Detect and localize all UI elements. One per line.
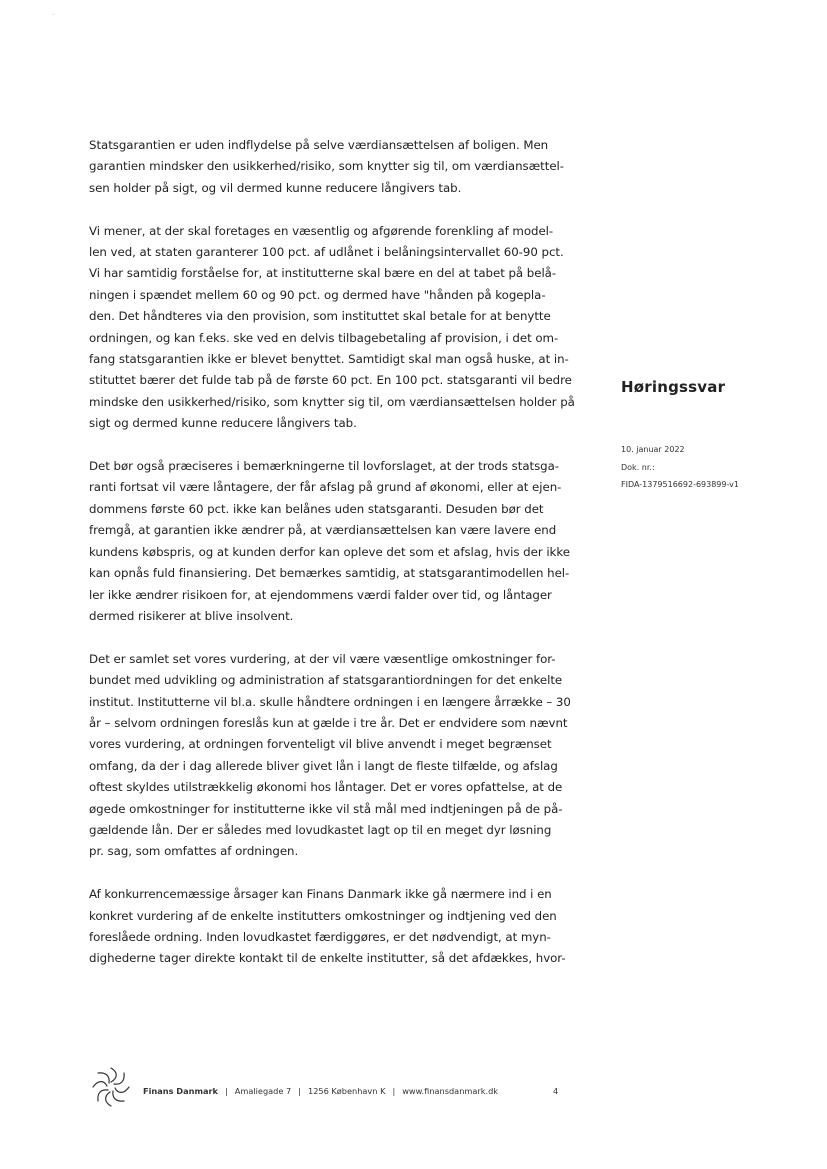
- text-line: ordningen, og kan f.eks. ske ved en delvis tilbagebetaling af provision, i det om-: [89, 330, 559, 345]
- text-line: vores vurdering, at ordningen forventeligt vil blive anvendt i meget begrænset: [89, 737, 552, 752]
- paragraph: [89, 135, 567, 199]
- separator: |: [225, 1086, 228, 1096]
- body-text: [89, 135, 575, 991]
- text-line: pr. sag, som omfattes af ordningen.: [89, 844, 299, 859]
- text-line: omfang, da der i dag allerede bliver givet lån i langt de fleste tilfælde, og afslag: [89, 758, 558, 773]
- footer-address: Amaliegade 7: [234, 1086, 292, 1096]
- document-number: FIDA-1379516692-693899-v1: [621, 480, 739, 489]
- text-line: ler ikke ændrer risikoen for, at ejendommens værdi falder over tid, og låntager: [89, 587, 552, 602]
- text-line: dighederne tager direkte kontakt til de enkelte institutter, så det afdækkes, hvor-: [89, 951, 566, 966]
- text-line: konkret vurdering af de enkelte institutters omkostninger og indtjening ved den: [89, 908, 557, 923]
- footer-address-line: [143, 1086, 498, 1096]
- finans-danmark-logo-icon: [88, 1064, 134, 1110]
- text-line: sigt og dermed kunne reducere långivers tab.: [89, 416, 357, 431]
- text-line: institut. Institutterne vil bl.a. skulle håndtere ordningen i en længere årrække – 30: [89, 694, 571, 709]
- text-line: mindske den usikkerhed/risiko, som knytter sig til, om værdiansættelsen holder på: [89, 394, 575, 409]
- separator: |: [392, 1086, 396, 1096]
- paragraph: [89, 221, 575, 435]
- page-number: 4: [553, 1086, 559, 1096]
- footer-city: 1256 København K: [307, 1086, 386, 1096]
- text-line: Det er samlet set vores vurdering, at der vil være væsentlige omkostninger for-: [89, 651, 556, 666]
- text-line: dermed risikerer at blive insolvent.: [89, 608, 294, 623]
- text-line: Det bør også præciseres i bemærkningerne til lovforslaget, at der trods statsga-: [89, 459, 559, 474]
- footer-website-link[interactable]: www.finansdanmark.dk: [402, 1086, 499, 1096]
- scan-mark: `: [52, 14, 55, 21]
- text-line: Statsgarantien er uden indflydelse på selve værdiansættelsen af boligen. Men: [89, 138, 549, 152]
- text-line: oftest skyldes utilstrækkelig økonomi hos låntager. Det er vores opfattelse, at de: [89, 780, 563, 795]
- separator: |: [298, 1086, 301, 1096]
- text-line: Vi mener, at der skal foretages en væsentlig og afgørende forenkling af model-: [89, 223, 554, 238]
- paragraph: [89, 884, 567, 970]
- text-line: garantien mindsker den usikkerhed/risiko, som knytter sig til, om værdiansættel-: [89, 159, 564, 174]
- text-line: gældende lån. Der er således med lovudkastet lagt op til en meget dyr løsning: [89, 822, 552, 837]
- paragraph: [89, 456, 570, 627]
- text-line: den. Det håndteres via den provision, som instituttet skal betale for at benytte: [89, 309, 551, 324]
- text-line: kundens købspris, og at kunden derfor kan opleve det som et afslag, hvis der ikke: [89, 544, 570, 559]
- page-footer: [88, 1064, 568, 1114]
- text-line: ningen i spændet mellem 60 og 90 pct. og dermed have "hånden på kogepla-: [89, 287, 546, 302]
- footer-brand: Finans Danmark: [143, 1086, 218, 1096]
- document-date: 10. januar 2022: [621, 445, 685, 454]
- text-line: år – selvom ordningen foreslås kun at gælde i tre år. Det er endvidere som nævnt: [89, 715, 568, 730]
- text-line: fang statsgarantien ikke er blevet benyttet. Samtidigt skal man også huske, at in-: [89, 352, 569, 367]
- text-line: fremgå, at garantien ikke ændrer på, at værdiansættelsen kan være lavere end: [89, 523, 557, 538]
- text-line: kan opnås fuld finansiering. Det bemærkes samtidig, at statsgarantimodellen hel-: [89, 566, 570, 581]
- document-number-label: Dok. nr.:: [621, 462, 655, 472]
- text-line: Vi har samtidig forståelse for, at institutterne skal bære en del at tabet på belå-: [89, 266, 557, 281]
- text-line: dommens første 60 pct. ikke kan belånes uden statsgaranti. Desuden bør det: [89, 501, 544, 516]
- text-line: stituttet bærer det fulde tab på de første 60 pct. En 100 pct. statsgaranti vil bedre: [89, 373, 572, 388]
- text-line: sen holder på sigt, og vil dermed kunne reducere långivers tab.: [89, 180, 462, 195]
- text-line: Af konkurrencemæssige årsager kan Finans Danmark ikke gå nærmere ind i en: [89, 887, 552, 902]
- text-line: len ved, at staten garanterer 100 pct. af udlånet i belåningsintervallet 60-90 pct.: [89, 245, 564, 260]
- text-line: bundet med udvikling og administration af statsgarantiordningen for det enkelte: [89, 673, 563, 688]
- document-type-heading: Høringssvar: [621, 378, 726, 396]
- text-line: ranti fortsat vil være låntagere, der får afslag på grund af økonomi, eller at ejen-: [89, 480, 562, 495]
- paragraph: [89, 649, 571, 863]
- document-meta: [621, 441, 739, 494]
- text-line: øgede omkostninger for institutterne ikke vil stå mål med indtjeningen på de på-: [89, 801, 563, 816]
- text-line: foreslåede ordning. Inden lovudkastet færdiggøres, er det nødvendigt, at myn-: [89, 929, 551, 944]
